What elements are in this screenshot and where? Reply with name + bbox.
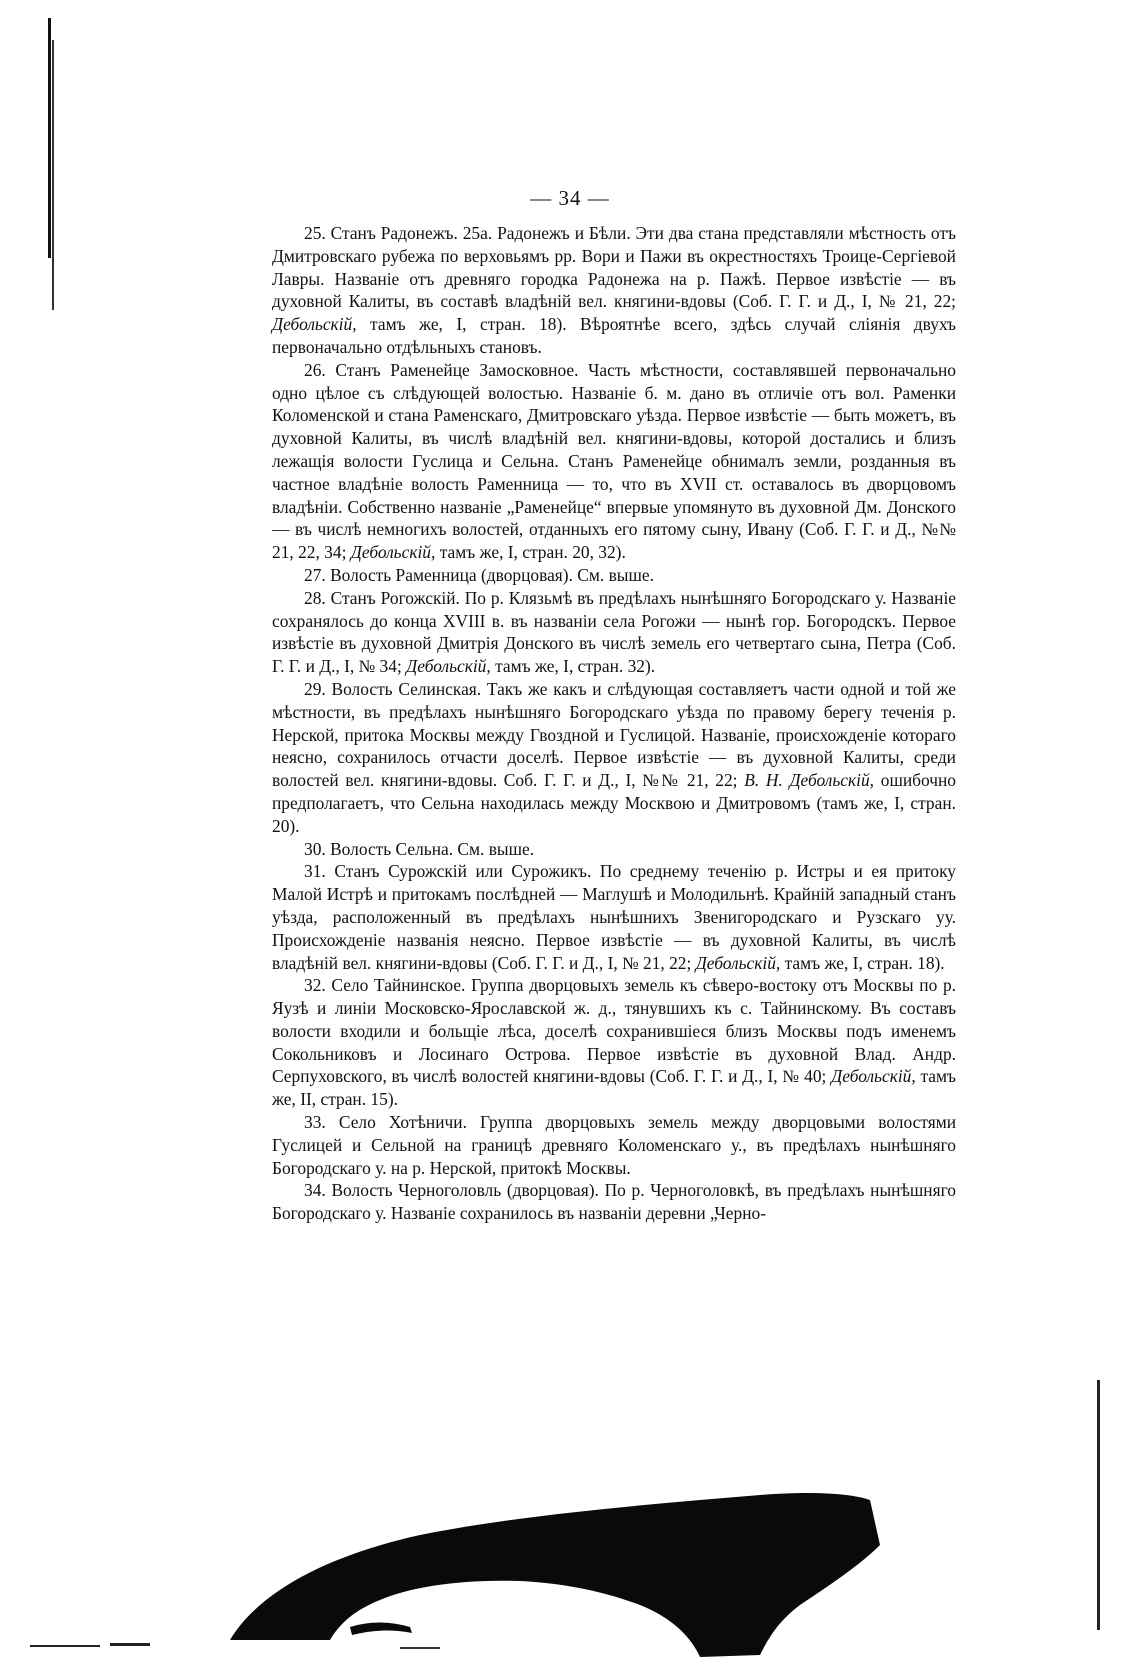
entry-text: 29. Волость Селинская. Такъ же какъ и слѣдующая составляетъ части одной и той же мѣстности, въ предѣлахъ нынѣшняго Богородскаго уѣзда по правому берегу теченія р. Нерской, притока Москвы между Гвоздной и Гуслицой. Названіе, происхожденіе котораго неясно, сохранилось отчасти доселѣ. Первое извѣстіе — въ духовной Калиты, среди волостей вел. княгини-вдовы. Соб. Г. Г. и Д., I, №№ 21, 22; (272, 678, 956, 791)
entry-text-tail: ошибочно предполагаетъ, что Сельна находилась между Москвою и Дмитровомъ (тамъ же, I, стран. 20). (272, 770, 956, 836)
entry-31 (272, 860, 956, 974)
entry-citation: Дебольскій, (272, 314, 357, 335)
ink-blot-shape (230, 1493, 880, 1657)
page-number: — 34 — (530, 186, 610, 210)
entry-text: 33. Село Хотѣничи. Группа дворцовыхъ земель между дворцовыми волостями Гуслицей и Сельной на границѣ древняго Коломенскаго у., въ предѣлахъ нынѣшняго Богородскаго у. на р. Нерской, притокѣ Москвы. (272, 1112, 956, 1178)
entry-33 (272, 1111, 956, 1179)
entry-text-tail: тамъ же, I, стран. 18). Вѣроятнѣе всего, здѣсь случай сліянія двухъ первоначально отдѣльныхъ становъ. (272, 314, 956, 357)
entry-text: 25. Станъ Радонежъ. 25а. Радонежъ и Бѣли. Эти два стана представляли мѣстность отъ Дмитровскаго рубежа по верховьямъ рр. Вори и Пажи въ окрестностяхъ Троице-Сергіевой Лавры. Названіе отъ древняго городка Радонежа на р. Пажѣ. Первое извѣстіе — въ духовной Калиты, въ составѣ владѣній вел. княгини-вдовы (Соб. Г. Г. и Д., I, № 21, 22; (272, 223, 956, 312)
entry-text: 30. Волость Сельна. См. выше. (304, 838, 535, 859)
entry-27 (272, 564, 956, 587)
entry-text: 26. Станъ Раменейце Замосковное. Часть мѣстности, составлявшей первоначально одно цѣлое съ слѣдующей волостью. Названіе б. м. дано въ отличіе отъ вол. Раменки Коломенской и стана Раменскаго, Дмитровскаго уѣзда. Первое извѣстіе — быть можетъ, въ духовной Калиты, въ числѣ владѣній вел. княгини-вдовы, которой достались и близъ лежащія волости Гуслица и Сельна. Станъ Раменейце обнималъ земли, розданныя въ частное владѣніе волость Раменница — то, что въ XVII ст. оставалось въ дворцовомъ владѣніи. Собственно названіе „Раменейце“ впервые упомянуто въ духовной Дм. Донского — въ числѣ немногихъ волостей, отданныхъ его пятому сыну, Ивану (Соб. Г. Г. и Д., №№ 21, 22, 34; (272, 359, 956, 563)
entry-28 (272, 587, 956, 678)
entry-text: 27. Волость Раменница (дворцовая). См. выше. (304, 564, 654, 585)
scan-edge-mark-left-inner (52, 40, 54, 310)
scan-edge-mark-left (48, 18, 51, 258)
entry-text: 32. Село Тайнинское. Группа дворцовыхъ земель къ сѣверо-востоку отъ Москвы по р. Яузѣ и линіи Московско-Ярославской ж. д., тянувшихъ къ с. Тайнинскому. Въ составъ волости входили и больщіе лѣса, доселѣ сохранившіеся близъ Москвы подъ именемъ Сокольниковъ и Лосинаго Острова. Первое извѣстіе въ духовной Влад. Андр. Серпуховского, въ числѣ волостей княгини-вдовы (Соб. Г. Г. и Д., I, № 40; (272, 975, 956, 1087)
entry-citation: Дебольскій, (831, 1066, 916, 1087)
entry-26 (272, 359, 956, 564)
entry-30 (272, 838, 956, 861)
entry-citation: В. Н. Дебольскій, (744, 770, 875, 791)
entry-text-tail: тамъ же, II, стран. 15). (272, 1066, 956, 1110)
ink-blot-streak (350, 1623, 412, 1636)
entry-text-tail: тамъ же, I, стран. 32). (495, 656, 656, 677)
entry-text: 31. Станъ Сурожскій или Сурожикъ. По среднему теченію р. Истры и ея притоку Малой Истрѣ и притокамъ послѣдней — Маглушѣ и Молодильнѣ. Крайній западный станъ уѣзда, расположенный въ предѣлахъ нынѣшнихъ Звенигородскаго и Рузскаго уу. Происхожденіе названія неясно. Первое извѣстіе — въ духовной Калиты, въ числѣ владѣній вел. княгини-вдовы (Соб. Г. Г. и Д., I, № 21, 22; (272, 861, 956, 973)
entry-text-tail: тамъ же, I, стран. 18). (784, 952, 945, 973)
scan-line-right (400, 1647, 440, 1649)
entry-citation: Дебольскій, (695, 952, 781, 973)
entry-text: 28. Станъ Рогожскій. По р. Клязьмѣ въ предѣлахъ нынѣшняго Богородскаго у. Названіе сохранялось до конца XVIII в. въ названіи села Рогожи — нынѣ гор. Богородскъ. Первое извѣстіе въ духовной Дмитрія Донского въ числѣ земель его четвертаго сына, Петра (Соб. Г. Г. и Д., I, № 34; (272, 587, 956, 677)
entry-citation: Дебольскій, (406, 656, 491, 677)
scan-line-left (30, 1645, 100, 1647)
scan-damage-blot (0, 1395, 1140, 1664)
entry-25 (272, 222, 956, 359)
entry-34 (272, 1179, 956, 1225)
entry-29 (272, 678, 956, 838)
body-text (272, 222, 956, 1225)
entry-text-tail: тамъ же, I, стран. 20, 32). (439, 542, 626, 563)
scan-line-mid (110, 1643, 150, 1646)
entry-citation: Дебольскій, (350, 542, 436, 563)
entry-32 (272, 974, 956, 1111)
entry-text: 34. Волость Черноголовль (дворцовая). По р. Черноголовкѣ, въ предѣлахъ нынѣшняго Богородскаго у. Названіе сохранилось въ названіи деревни „Черно- (272, 1180, 956, 1224)
